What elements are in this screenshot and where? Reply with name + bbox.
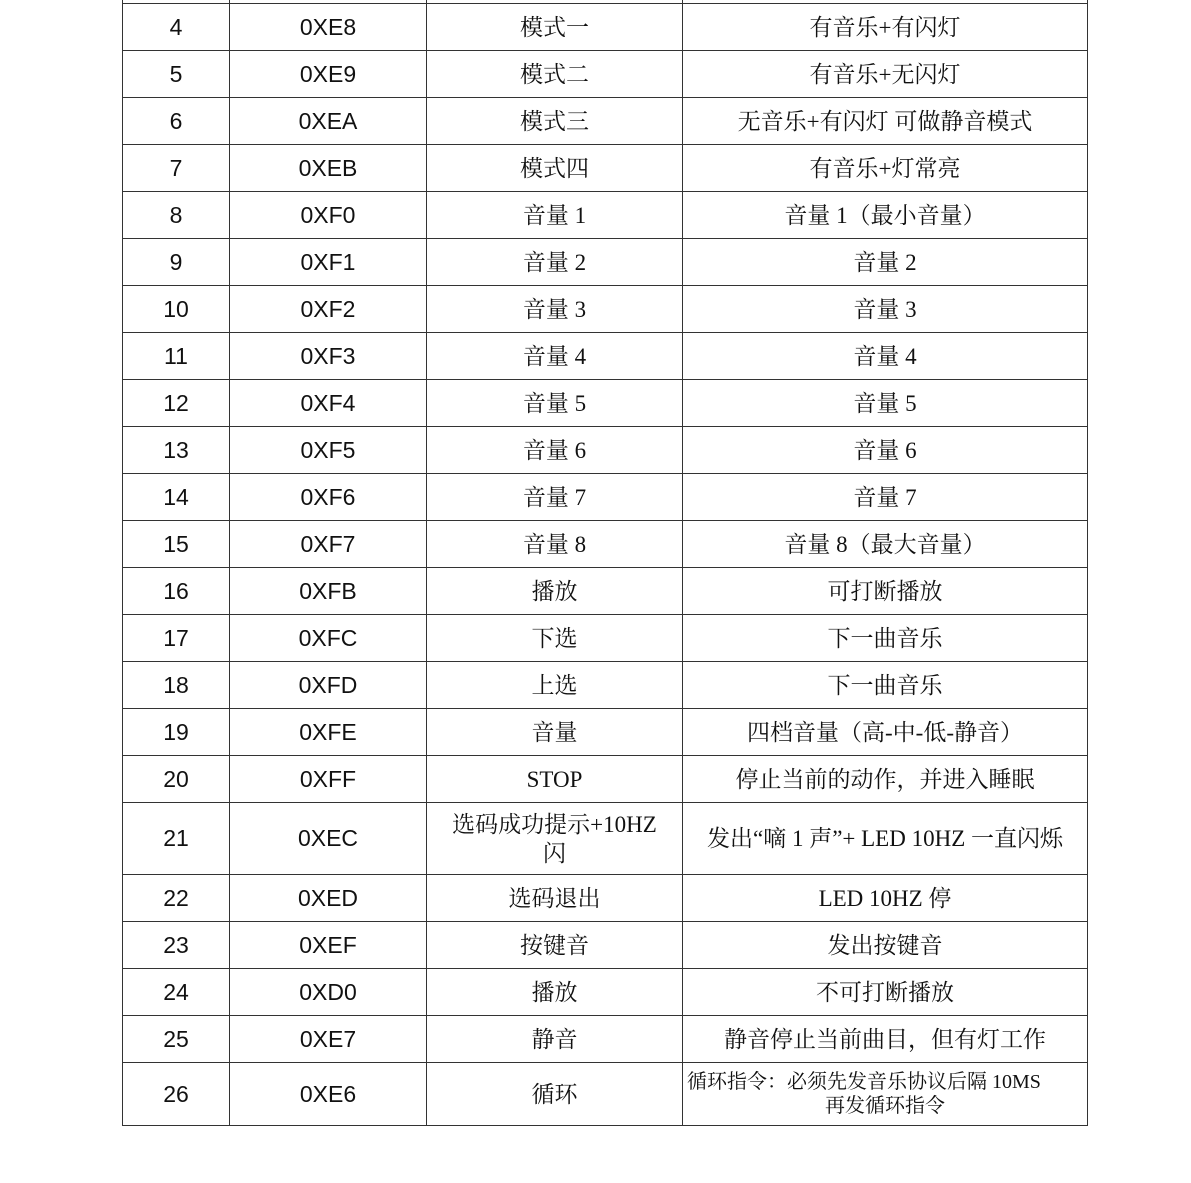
row-number: 13: [123, 427, 230, 474]
function-name: 模式二: [427, 51, 683, 98]
function-name: 播放: [427, 568, 683, 615]
function-description: 下一曲音乐: [683, 662, 1088, 709]
table-row: [123, 286, 1088, 333]
row-number: 14: [123, 474, 230, 521]
row-number: 24: [123, 969, 230, 1016]
function-name: 下选: [427, 615, 683, 662]
row-number: 15: [123, 521, 230, 568]
function-description: 音量 7: [683, 474, 1088, 521]
function-name: 按键音: [427, 922, 683, 969]
command-code: 0XF6: [230, 474, 427, 521]
table-row: [123, 709, 1088, 756]
row-number: 23: [123, 922, 230, 969]
function-description: 音量 2: [683, 239, 1088, 286]
row-number: 26: [123, 1063, 230, 1126]
command-code: 0XD0: [230, 969, 427, 1016]
function-description: 不可打断播放: [683, 969, 1088, 1016]
function-description: 音量 1（最小音量）: [683, 192, 1088, 239]
command-code: 0XEA: [230, 98, 427, 145]
function-description: 发出“嘀 1 声”+ LED 10HZ 一直闪烁: [683, 803, 1088, 875]
function-name: 音量: [427, 709, 683, 756]
function-name: 音量 6: [427, 427, 683, 474]
command-code: 0XF1: [230, 239, 427, 286]
table-row: [123, 145, 1088, 192]
command-code: 0XFE: [230, 709, 427, 756]
function-name: 静音: [427, 1016, 683, 1063]
command-code: 0XFC: [230, 615, 427, 662]
function-description-line: 再发循环指令: [825, 1095, 945, 1117]
function-name: 选码退出: [427, 875, 683, 922]
table-row: [123, 98, 1088, 145]
row-number: 5: [123, 51, 230, 98]
row-number: 6: [123, 98, 230, 145]
row-number: 8: [123, 192, 230, 239]
function-description: 发出按键音: [683, 922, 1088, 969]
table-row: [123, 521, 1088, 568]
command-code: 0XF5: [230, 427, 427, 474]
command-code: 0XEF: [230, 922, 427, 969]
row-number: 17: [123, 615, 230, 662]
command-code: 0XED: [230, 875, 427, 922]
command-code: 0XE7: [230, 1016, 427, 1063]
table-row: [123, 192, 1088, 239]
command-table: [122, 0, 1088, 1126]
function-description: [683, 1063, 1088, 1126]
row-number: 11: [123, 333, 230, 380]
table-row: [123, 662, 1088, 709]
function-name: 音量 1: [427, 192, 683, 239]
row-number: 19: [123, 709, 230, 756]
function-name: 模式四: [427, 145, 683, 192]
command-code: 0XF0: [230, 192, 427, 239]
function-name: 音量 5: [427, 380, 683, 427]
table-row: [123, 969, 1088, 1016]
command-code: 0XFF: [230, 756, 427, 803]
function-name-line: 选码成功提示+10HZ: [452, 811, 657, 837]
table-row: [123, 4, 1088, 51]
command-code: 0XF2: [230, 286, 427, 333]
table-row: [123, 568, 1088, 615]
function-name: 音量 3: [427, 286, 683, 333]
row-number: 9: [123, 239, 230, 286]
table-row: [123, 239, 1088, 286]
command-code: 0XFB: [230, 568, 427, 615]
function-description: 音量 8（最大音量）: [683, 521, 1088, 568]
function-description: LED 10HZ 停: [683, 875, 1088, 922]
table-row: [123, 875, 1088, 922]
command-code: 0XF3: [230, 333, 427, 380]
function-description: 可打断播放: [683, 568, 1088, 615]
command-code: 0XF4: [230, 380, 427, 427]
function-description: 有音乐+灯常亮: [683, 145, 1088, 192]
function-name: 音量 4: [427, 333, 683, 380]
function-name: STOP: [427, 756, 683, 803]
table-row: [123, 1016, 1088, 1063]
function-description: 无音乐+有闪灯 可做静音模式: [683, 98, 1088, 145]
row-number: 16: [123, 568, 230, 615]
command-code: 0XFD: [230, 662, 427, 709]
row-number: 25: [123, 1016, 230, 1063]
function-name: [427, 803, 683, 875]
function-name: 播放: [427, 969, 683, 1016]
function-description: 音量 4: [683, 333, 1088, 380]
table-row: [123, 474, 1088, 521]
table-row: [123, 1063, 1088, 1126]
command-code: 0XE9: [230, 51, 427, 98]
table-row: [123, 51, 1088, 98]
function-description: 四档音量（高-中-低-静音）: [683, 709, 1088, 756]
row-number: 21: [123, 803, 230, 875]
table-row: [123, 380, 1088, 427]
row-number: 18: [123, 662, 230, 709]
function-description: 静音停止当前曲目，但有灯工作: [683, 1016, 1088, 1063]
row-number: 4: [123, 4, 230, 51]
row-number: 20: [123, 756, 230, 803]
command-code: 0XEC: [230, 803, 427, 875]
function-name: 模式三: [427, 98, 683, 145]
row-number: 12: [123, 380, 230, 427]
table-row: [123, 333, 1088, 380]
function-name: 循环: [427, 1063, 683, 1126]
function-description: 有音乐+无闪灯: [683, 51, 1088, 98]
function-description: 停止当前的动作，并进入睡眠: [683, 756, 1088, 803]
function-name: 音量 8: [427, 521, 683, 568]
function-description: 音量 5: [683, 380, 1088, 427]
function-description: 音量 6: [683, 427, 1088, 474]
row-number: 10: [123, 286, 230, 333]
command-code: 0XEB: [230, 145, 427, 192]
table-row: [123, 803, 1088, 875]
table-row: [123, 615, 1088, 662]
command-code: 0XF7: [230, 521, 427, 568]
table-row: [123, 922, 1088, 969]
function-description-line: 循环指令：必须先发音乐协议后隔 10MS: [687, 1071, 1041, 1093]
table-row: [123, 756, 1088, 803]
row-number: 7: [123, 145, 230, 192]
function-name: 上选: [427, 662, 683, 709]
function-description: 有音乐+有闪灯: [683, 4, 1088, 51]
function-description: 音量 3: [683, 286, 1088, 333]
function-name-line: 闪: [543, 840, 566, 866]
function-name: 音量 7: [427, 474, 683, 521]
function-name: 音量 2: [427, 239, 683, 286]
row-number: 22: [123, 875, 230, 922]
table-row: [123, 427, 1088, 474]
function-description: 下一曲音乐: [683, 615, 1088, 662]
function-name: 模式一: [427, 4, 683, 51]
command-code: 0XE8: [230, 4, 427, 51]
command-code: 0XE6: [230, 1063, 427, 1126]
